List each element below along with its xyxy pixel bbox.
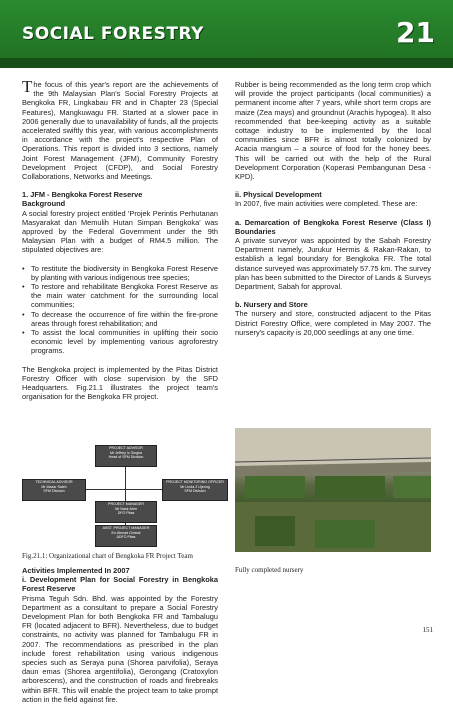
nursery-heading: b. Nursery and Store <box>235 300 308 310</box>
activities-heading: Activities Implemented In 2007 <box>22 566 130 575</box>
chapter-title: SOCIAL FORESTRY <box>22 24 204 44</box>
org-box-monitoring: PROJECT MONITORING OFFICER Mr Linda Z Ujeong SFM Division <box>162 479 228 501</box>
objective-item: • To restitute the biodiversity in Bengkoka Forest Reserve by planting with various indigenous tree species; <box>22 264 218 282</box>
photo-caption: Fully completed nursery <box>235 566 304 574</box>
org-box-advisor: PROJECT ADVISOR Mr Jeffrey Iz Gingka Head of SFM Division <box>95 445 157 467</box>
page-number: 151 <box>422 626 433 634</box>
org-box-technical: TECHNICAL ADVISOR Mr Mazar Saleh SFM Division <box>22 479 86 501</box>
org-chart <box>22 445 227 545</box>
implementation-paragraph: The Bengkoka project is implemented by the Pitas District Forestry Officer with close supervision by the SFD Headquarters. Fig.21.1 illustrates the project team's organisation for the Bengkoka FR project. <box>22 364 218 402</box>
dev-plan-heading: i. Development Plan for Social Forestry in Bengkoka Forest Reserve <box>22 575 218 594</box>
intro-paragraph: The focus of this year's report are the achievements of the 9th Malaysian Plan's Social Forestry Projects at Bengkoka FR, Lingkabau FR and in Chapter 23 (Special Features), Mangkuwagu FR. Started at a slower pace in 2006 generally due to unavailability of funds, all the projects accelerated swiftly this year, with various accomplishments in accordance with the project's respective Plan of Operations. This report is divided into 3 sections, namely Joint Forest Management (JFM), Community Forestry Development Project (CFDP), and Social Forestry Collaborations, Networks and Meetings. <box>22 77 218 182</box>
demarcation-paragraph: A private surveyor was appointed by the Sabah Forestry Department namely, Jurukur Hermis & Rakan-Rakan, to establish a legal boundary for Bengkoka FR. The total distance surveyed was approximately 57.75 km. The survey plan has been submitted to the Director of Lands & Surveys Department, Sabah for approval. <box>235 236 431 292</box>
drop-cap: T <box>22 77 33 96</box>
physical-heading: ii. Physical Development <box>235 190 322 200</box>
objective-item: • To restore and rehabilitate Bengkoka Forest Reserve as the main water catchment for the surrounding local communities; <box>22 282 218 310</box>
figure-caption: Fig.21.1: Organizational chart of Bengkoka FR Project Team <box>22 552 193 560</box>
objective-item: • To assist the local communities in uplifting their socio economic level by implementing various agroforestry programs. <box>22 328 218 356</box>
objectives-list <box>22 264 218 356</box>
nursery-photo-art <box>235 428 431 552</box>
chapter-header <box>0 0 453 68</box>
rubber-paragraph: Rubber is being recommended as the long term crop which will provide the project participants (local communities) a permanent income after 7 years, while short term crops are maize (Zea mays) and groundnut (Arachis hypogea). It also recommended that bee-keeping activity as a suitable cottage industry to be implemented by the local communities since BFR is almost totally colonized by Acacia mangium – a source of food for the honey bees. This will be carried out with the help of the Rural Development Corporation (Koperasi Pembangunan Desa -KPD). <box>235 80 431 182</box>
chapter-number: 21 <box>396 16 435 49</box>
dev-plan-paragraph: Prisma Teguh Sdn. Bhd. was appointed by the Forestry Department as a consultant to prepare a Social Forestry Development Plan for both Bengkoka FR and Tambalugu FR (located adjacent to BFR). Nevertheless, due to budget constraints, no activity was planned for Tambalugu FR in 2007. The recommendations as prescribed in the plan include forest rehabilitation using various indigenous species such as Seraya puna (Shorea parvifolia), Seraya daun emas (Shorea argentifolia), Gerongang (Cratoxylon arborescens), and the construction of roads and firebreaks within BFR. This will enable the project team to take prompt action in the field against fire. <box>22 593 218 704</box>
header-band <box>0 58 453 68</box>
right-column <box>235 80 431 346</box>
background-heading: Background <box>22 199 66 209</box>
left-column <box>22 77 218 411</box>
nursery-photo <box>235 428 431 552</box>
org-box-asst-manager: ASST. PROJECT MANAGER En Ahmad Gimbal ADFO Pitas <box>95 525 157 547</box>
physical-paragraph: In 2007, five main activities were completed. These are: <box>235 199 418 209</box>
section-heading-jfm: 1. JFM - Bengkoka Forest Reserve <box>22 190 143 200</box>
demarcation-heading: a. Demarcation of Bengkoka Forest Reserve (Class I) Boundaries <box>235 217 431 236</box>
nursery-paragraph: The nursery and store, constructed adjacent to the Pitas District Forestry Office, were completed in May 2007. The nursery's capacity is 20,000 seedlings at any one time. <box>235 309 431 337</box>
org-box-manager: PROJECT MANAGER Mr Nasir Ahm DFO Pitas <box>95 501 157 523</box>
objective-item: • To decrease the occurrence of fire within the fire-prone areas through forest rehabilitation; and <box>22 310 218 328</box>
background-paragraph: A social forestry project entitled 'Projek Perintis Perhutanan Masyarakat dan Memulih Hutan Simpan Bengkoka' was approved by the Federal Government under the 9th Malaysian Plan with a budget of RM4.5 million. The stipulated objectives are: <box>22 208 218 255</box>
